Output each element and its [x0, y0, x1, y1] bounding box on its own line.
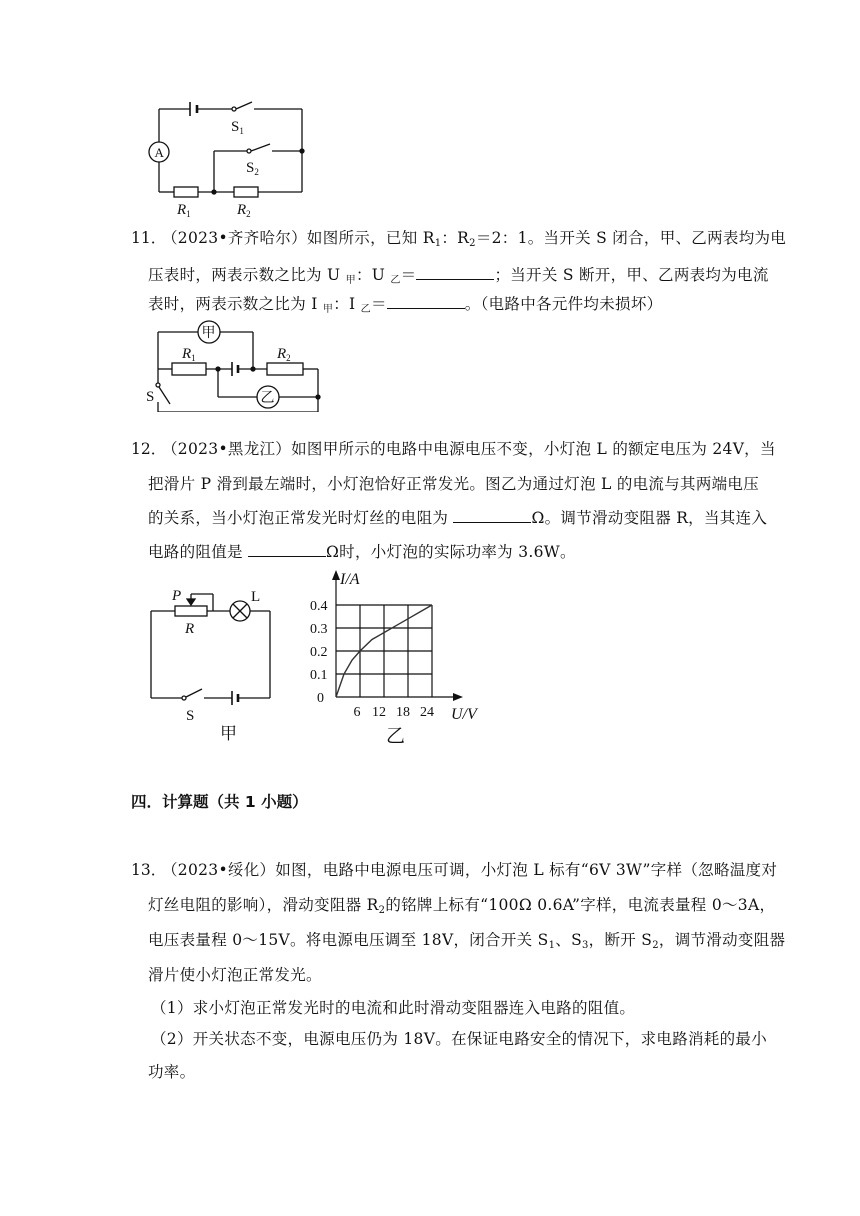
- ammeter-label: A: [154, 145, 164, 160]
- y-tick-label: 0.3: [310, 622, 328, 637]
- question-number: 12．: [131, 440, 167, 458]
- switch-s1-label: S: [231, 119, 240, 135]
- meter-jia-label: 甲: [201, 326, 216, 341]
- question-text-line: 压表时，两表示数之比为 U $_甲$：U $_乙$＝ ；当开关 S 断开，甲、乙两表均为电流: [148, 266, 769, 286]
- question-text-line: 把滑片 P 滑到最左端时，小灯泡恰好正常发光。图乙为通过灯泡 L 的电流与其两端电压: [148, 475, 760, 493]
- resistor-r2-label: R: [277, 346, 287, 362]
- question-text-line: 电路的阻值是 Ω时，小灯泡的实际功率为 3.6W。: [148, 543, 576, 561]
- question-text-line: 表时，两表示数之比为 I $_甲$：I $_乙$＝ 。（电路中各元件均未损坏）: [148, 295, 663, 315]
- resistor-r1-label: R: [177, 202, 187, 218]
- y-tick-label: 0.2: [310, 645, 328, 660]
- x-tick-label: 6: [353, 705, 361, 720]
- svg-text:R2: $R_2$: [277, 346, 291, 363]
- question-number: 13．: [131, 861, 167, 879]
- question-text-line: 滑片使小灯泡正常发光。: [148, 966, 322, 984]
- svg-text:R1: $R_1$: [182, 346, 196, 363]
- figure-caption-yi: 乙: [386, 726, 406, 747]
- switch-s-label: S: [186, 708, 195, 724]
- iu-graph-yi: [300, 568, 500, 750]
- switch-s-label: S: [146, 389, 155, 405]
- resistor-r1-label: R: [182, 346, 192, 362]
- question-text-line: 功率。: [148, 1063, 196, 1081]
- question-number: 11．: [131, 229, 167, 247]
- question-text-line: （2023•黑龙江）如图甲所示的电路中电源电压不变，小灯泡 L 的额定电压为 24V，当: [162, 440, 776, 458]
- figure-caption-jia: 甲: [220, 724, 237, 743]
- question-text-line: 灯丝电阻的影响），滑动变阻器 $R_2$的铭牌上标有“100Ω 0.6A”字样，电流表量程 0～3A，: [148, 896, 776, 916]
- resistor-r2-label: R: [237, 202, 247, 218]
- svg-text:S2: $S_2$: [246, 160, 259, 177]
- meter-yi-label: 乙: [260, 391, 275, 406]
- y-tick-label: 0.1: [310, 668, 328, 683]
- x-axis-label: U/V: [451, 706, 477, 723]
- svg-text:R1: $R_1$: [177, 202, 191, 219]
- circuit-figure-q10: [130, 95, 320, 220]
- question-text-line: 的关系，当小灯泡正常发光时灯丝的电阻为 Ω。调节滑动变阻器 R，当其连入: [148, 509, 768, 527]
- slider-p-label: P: [172, 588, 182, 604]
- y-tick-label: 0: [317, 691, 324, 706]
- svg-text:S1: $S_1$: [231, 119, 244, 136]
- answer-blank[interactable]: [453, 508, 531, 523]
- answer-blank[interactable]: [248, 542, 326, 557]
- x-tick-label: 12: [372, 705, 386, 720]
- x-tick-label: 24: [420, 705, 434, 720]
- section-title: 四．计算题（共 1 小题）: [131, 793, 308, 811]
- y-axis-label: I/A: [340, 571, 360, 588]
- question-text-line: （2023•齐齐哈尔）如图所示，已知 $R_1$：$R_2=2$：1。当开关 S 闭合，甲、乙两表均为电: [162, 229, 787, 249]
- x-tick-label: 18: [396, 705, 410, 720]
- y-tick-label: 0.4: [310, 599, 328, 614]
- circuit-figure-q11: [140, 316, 340, 412]
- question-part-2: （2）开关状态不变，电源电压仍为 18V。在保证电路安全的情况下，求电路消耗的最小: [151, 1030, 768, 1048]
- question-text-line: （2023•绥化）如图，电路中电源电压可调，小灯泡 L 标有“6V 3W”字样（忽略温度对: [162, 861, 778, 879]
- circuit-figure-q12-jia: [140, 580, 290, 750]
- answer-blank[interactable]: [416, 265, 494, 280]
- switch-s2-label: S: [246, 160, 255, 176]
- question-part-1: （1）求小灯泡正常发光时的电流和此时滑动变阻器连入电路的阻值。: [151, 999, 636, 1017]
- question-text-line: 电压表量程 0～15V。将电源电压调至 18V，闭合开关 $S_1$、$S_3$，断开 $S_2$，调节滑动变阻器: [148, 931, 786, 951]
- answer-blank[interactable]: [387, 294, 465, 309]
- svg-text:R2: $R_2$: [237, 202, 251, 219]
- rheostat-r-label: R: [185, 621, 195, 637]
- lamp-l-label: L: [251, 589, 261, 605]
